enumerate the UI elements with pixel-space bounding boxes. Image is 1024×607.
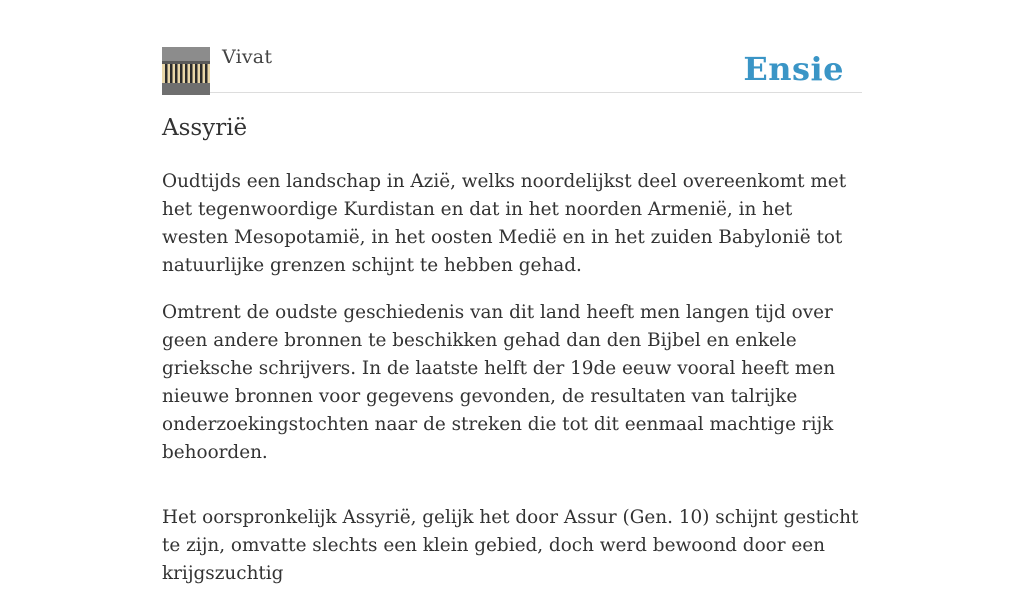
article-title: Assyrië	[162, 115, 248, 141]
article-paragraph: Het oorspronkelijk Assyrië, gelijk het door Assur (Gen. 10) schijnt gesticht te zijn, omvatte slechts een klein gebied, doch werd bewoond door een krijgszuchtig	[162, 507, 859, 584]
article-paragraph: Oudtijds een landschap in Azië, welks noordelijkst deel overeenkomt met het tegenwoordige Kurdistan en dat in het noorden Armenië, in het westen Mesopotamië, in het oosten Medië en in het zuiden Babylonië tot natuurlijke grenzen schijnt te hebben gehad.	[162, 171, 847, 276]
article-paragraph: Omtrent de oudste geschiedenis van dit land heeft men langen tijd over geen andere bronnen te beschikken gehad dan den Bijbel en enkele grieksche schrijvers. In de laatste helft der 19de eeuw vooral heeft men nieuwe bronnen voor gegevens gevonden, de resultaten van talrijke onderzoekingstochten naar de streken die tot dit eenmaal machtige rijk behoorden.	[162, 302, 836, 463]
article-body	[162, 168, 862, 607]
site-logo[interactable]: Ensie	[743, 50, 844, 88]
building-columns-photo-icon	[162, 47, 210, 95]
author-avatar[interactable]	[162, 47, 210, 95]
site-header	[162, 0, 862, 93]
author-name[interactable]: Vivat	[222, 46, 273, 68]
